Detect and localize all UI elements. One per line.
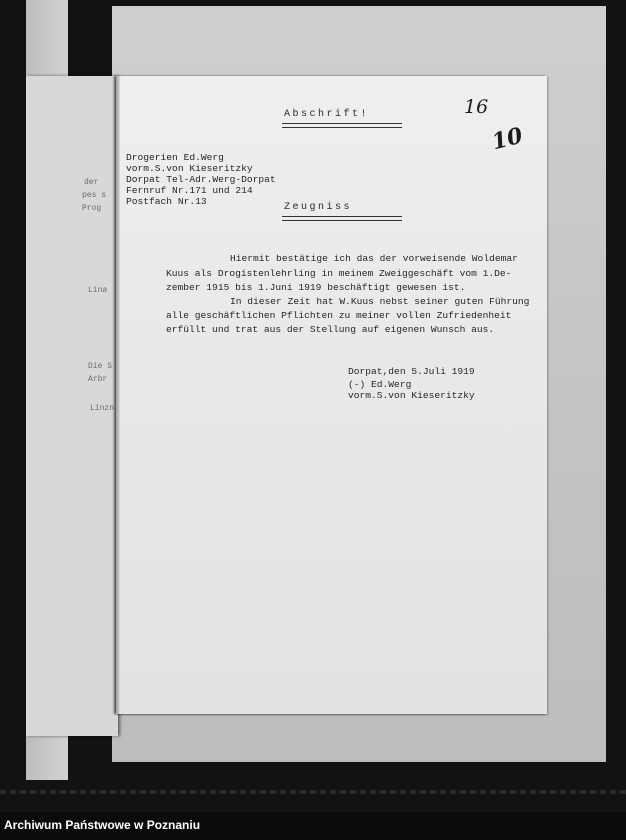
document-heading: Abschrift! bbox=[284, 109, 370, 120]
body-line: zember 1915 bis 1.Juni 1919 beschäftigt gewesen ist. bbox=[166, 282, 466, 293]
folio-mark: 10 bbox=[489, 122, 526, 156]
heading-underline bbox=[282, 123, 402, 128]
underlying-sheet bbox=[26, 76, 118, 736]
archive-label: Archiwum Państwowe w Poznaniu bbox=[4, 818, 201, 832]
sender-line: Dorpat Tel-Adr.Werg-Dorpat bbox=[126, 174, 276, 185]
closing-line: (-) Ed.Werg bbox=[348, 379, 412, 390]
title-underline bbox=[282, 216, 402, 221]
closing-line: vorm.S.von Kieseritzky bbox=[348, 390, 475, 401]
under-fragment: Linzn bbox=[90, 404, 115, 413]
under-fragment: Arbr bbox=[88, 375, 108, 384]
body-line: Hiermit bestätige ich das der vorweisende Woldemar bbox=[230, 253, 518, 264]
film-edge bbox=[0, 790, 626, 794]
sender-line: Postfach Nr.13 bbox=[126, 196, 207, 207]
under-fragment: pes s bbox=[82, 191, 107, 200]
document-page bbox=[116, 76, 547, 714]
folio-number: 16 bbox=[464, 96, 489, 118]
body-line: Kuus als Drogistenlehrling in meinem Zweiggeschäft vom 1.De- bbox=[166, 268, 512, 279]
closing-line: Dorpat,den 5.Juli 1919 bbox=[348, 366, 475, 377]
under-fragment: Die S bbox=[88, 362, 113, 371]
sender-line: vorm.S.von Kieseritzky bbox=[126, 163, 253, 174]
body-line: In dieser Zeit hat W.Kuus nebst seiner guten Führung bbox=[230, 296, 530, 307]
sender-line: Drogerien Ed.Werg bbox=[126, 152, 224, 163]
under-fragment: der bbox=[84, 178, 99, 187]
under-fragment: Lina bbox=[88, 286, 108, 295]
body-line: erfüllt und trat aus der Stellung auf eigenen Wunsch aus. bbox=[166, 324, 495, 335]
body-line: alle geschäftlichen Pflichten zu meiner vollen Zufriedenheit bbox=[166, 310, 512, 321]
under-fragment: Prog bbox=[82, 204, 102, 213]
sender-line: Fernruf Nr.171 und 214 bbox=[126, 185, 253, 196]
document-title: Zeugniss bbox=[284, 202, 353, 213]
page-binding-edge bbox=[116, 76, 120, 714]
